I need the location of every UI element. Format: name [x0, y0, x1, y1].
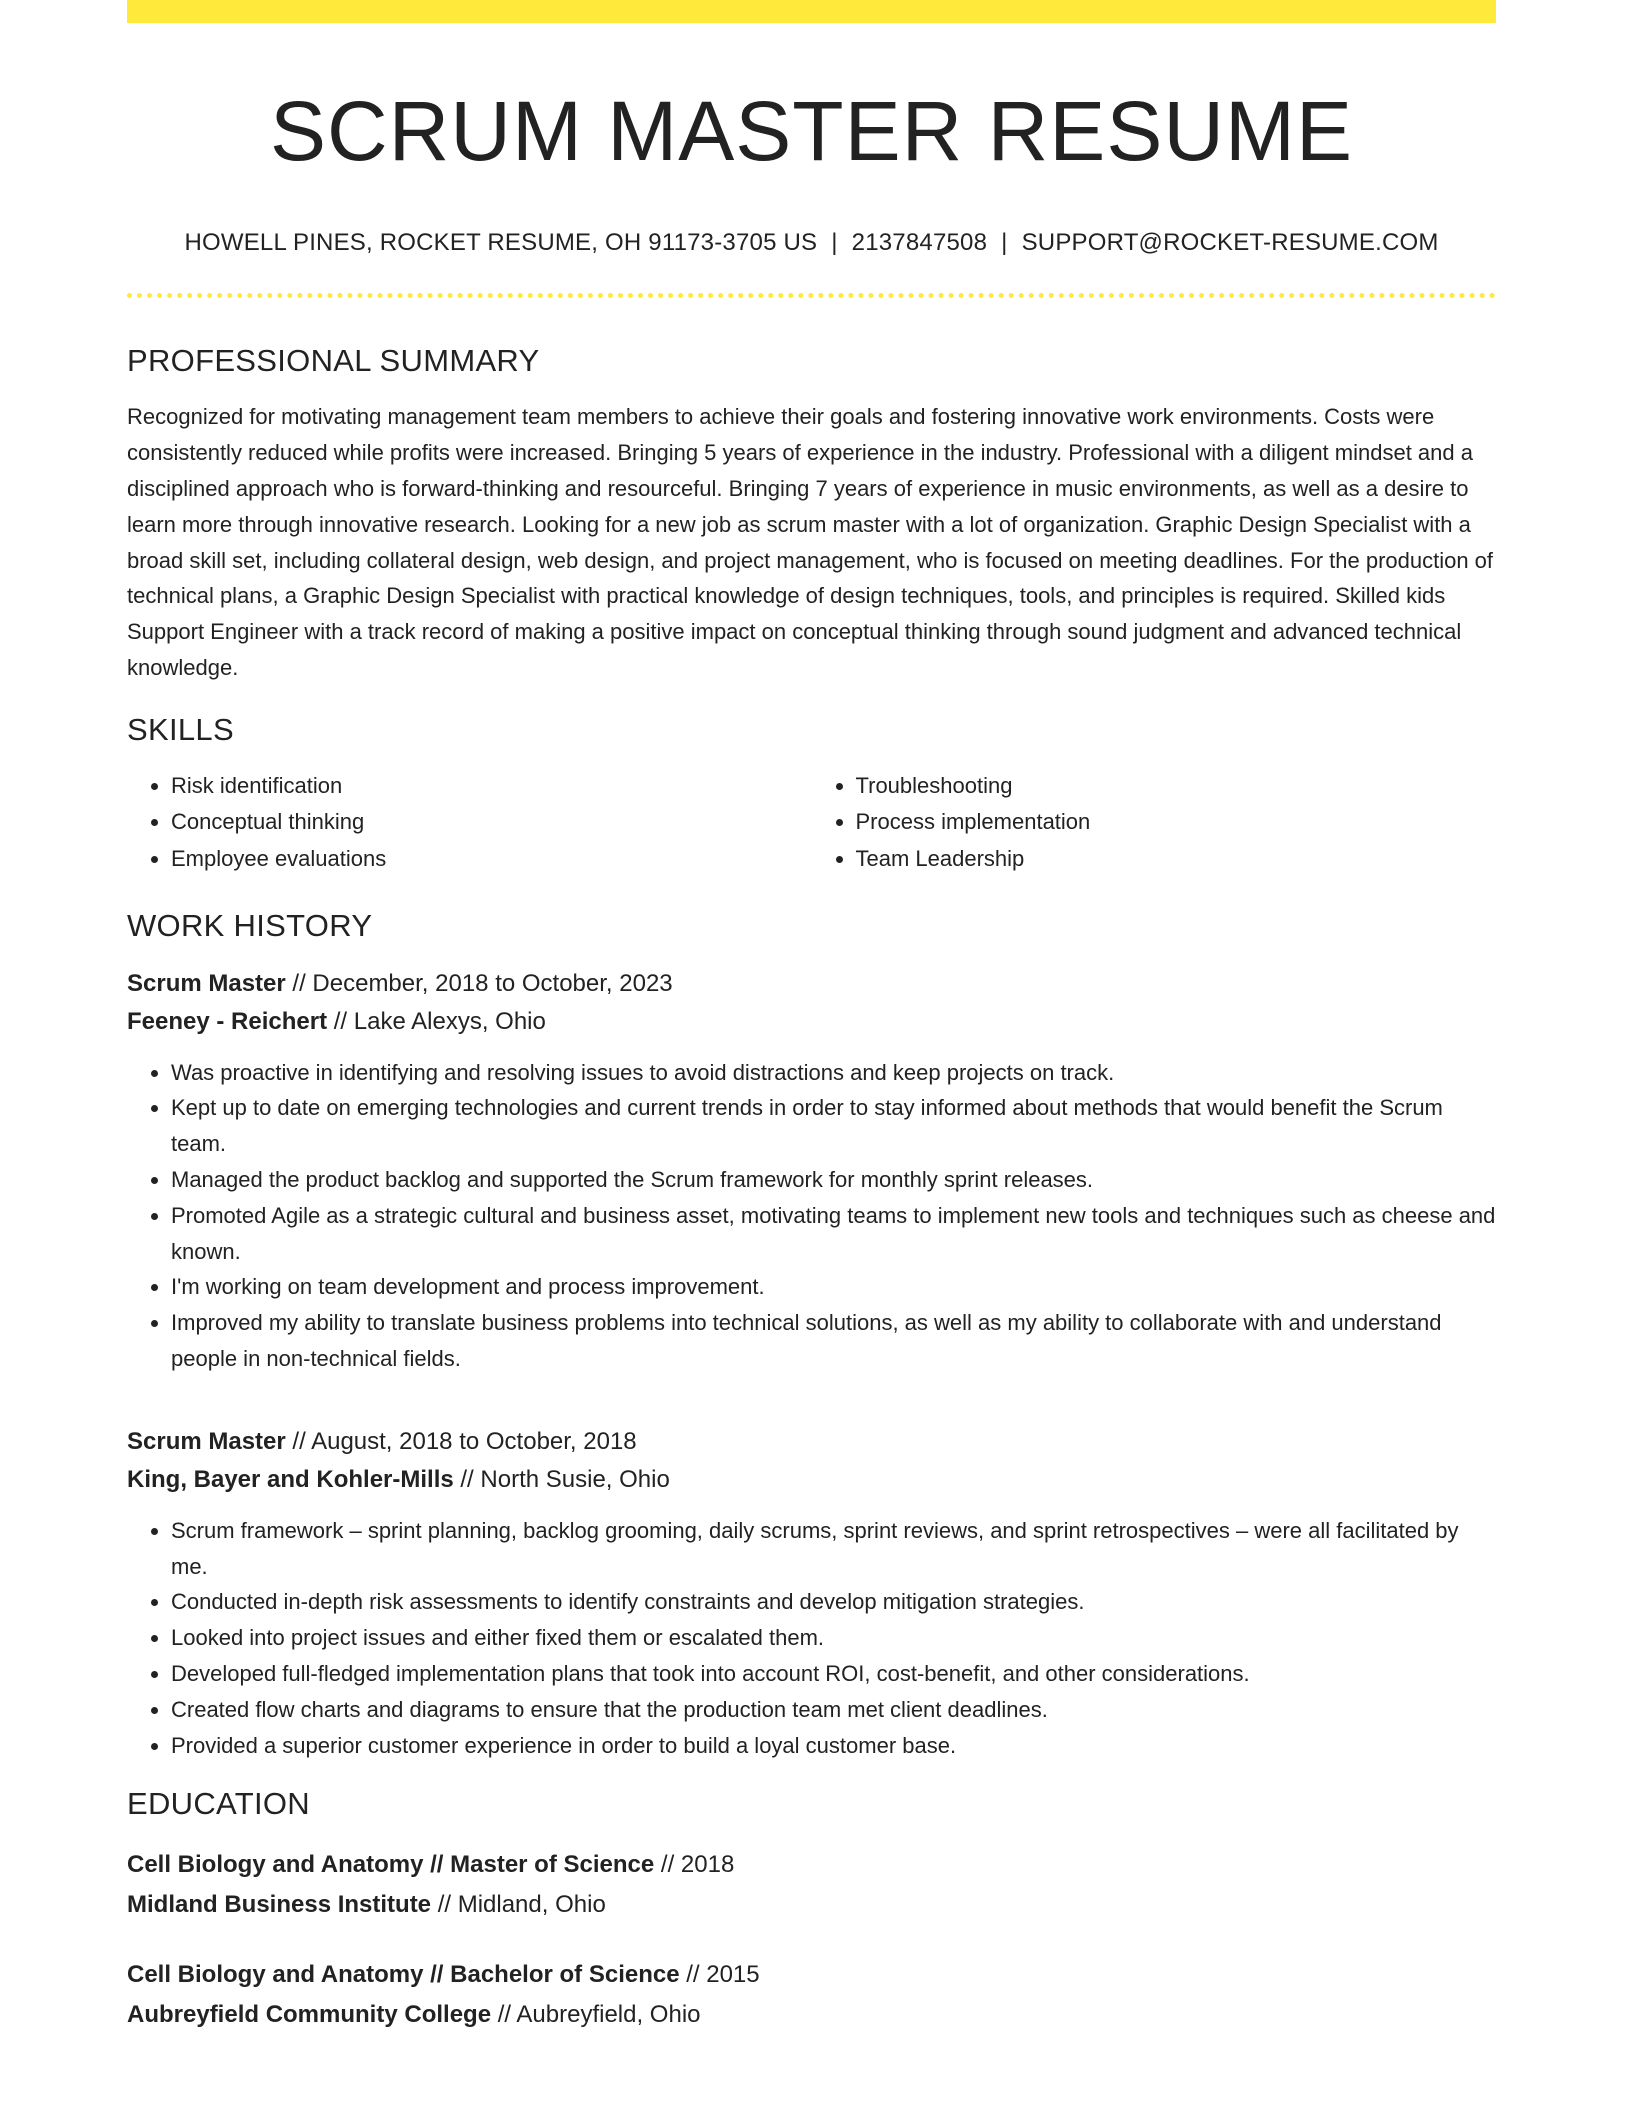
job-role: Scrum Master: [127, 1427, 286, 1455]
education-year: // 2015: [686, 1960, 760, 1988]
skills-list: [127, 768, 1496, 878]
job-bullet: • Provided a superior customer experience in order to build a loyal customer base.: [171, 1728, 1496, 1764]
education-location: // Aubreyfield, Ohio: [497, 2000, 701, 2028]
skill-item: • Process implementation: [856, 804, 1497, 841]
job-dates: // August, 2018 to October, 2018: [292, 1427, 637, 1455]
education-entry: [127, 1845, 1496, 1925]
job-company-line: [127, 1461, 1496, 1499]
job-bullet: • I'm working on team development and process improvement.: [171, 1269, 1496, 1305]
job-bullet: • Developed full-fledged implementation plans that took into account ROI, cost-benefit, and other considerations.: [171, 1656, 1496, 1692]
job-location: // Lake Alexys, Ohio: [333, 1007, 546, 1035]
summary-heading: PROFESSIONAL SUMMARY: [127, 343, 540, 379]
education-school: Midland Business Institute: [127, 1890, 432, 1918]
resume-title: SCRUM MASTER RESUME: [269, 84, 1354, 178]
resume-page: [127, 0, 1496, 2035]
job-company: King, Bayer and Kohler-Mills: [127, 1465, 454, 1493]
dotted-divider: [127, 293, 1496, 298]
contact-email: SUPPORT@ROCKET-RESUME.COM: [1021, 229, 1439, 257]
contact-separator: |: [1001, 229, 1008, 257]
skill-item: • Risk identification: [171, 768, 812, 805]
job-bullet-list: [127, 1055, 1496, 1377]
job-role: Scrum Master: [127, 969, 286, 997]
skill-item: • Team Leadership: [856, 841, 1497, 878]
skills-column-left: [127, 768, 812, 878]
education-location: // Midland, Ohio: [437, 1890, 606, 1918]
education-school-line: [127, 1995, 1496, 2035]
job-bullet: • Looked into project issues and either fixed them or escalated them.: [171, 1620, 1496, 1656]
education-school: Aubreyfield Community College: [127, 2000, 492, 2028]
job-bullet: • Improved my ability to translate business problems into technical solutions, as well as my ability to collaborate with and understand people in non-technical fields.: [171, 1305, 1496, 1377]
skill-item: • Troubleshooting: [856, 768, 1497, 805]
job-bullet: • Kept up to date on emerging technologies and current trends in order to stay informed about methods that would benefit the Scrum team.: [171, 1090, 1496, 1162]
education-entry: [127, 1955, 1496, 2035]
job-bullet: • Was proactive in identifying and resolving issues to avoid distractions and keep projects on track.: [171, 1055, 1496, 1091]
skill-item: • Employee evaluations: [171, 841, 812, 878]
contact-phone: 2137847508: [851, 229, 988, 257]
education-degree: Cell Biology and Anatomy // Master of Science: [127, 1850, 655, 1878]
job-bullet: • Scrum framework – sprint planning, backlog grooming, daily scrums, sprint reviews, and sprint retrospectives – were all facilitated by me.: [171, 1513, 1496, 1585]
summary-text: Recognized for motivating management team members to achieve their goals and fostering innovative work environments. Costs were consistently reduced while profits were increased. Bringing 5 years of experience in the industry. Professional with a diligent mindset and a disciplined approach who is forward-thinking and resourceful. Bringing 7 years of experience in music environments, as well as a desire to learn more through innovative research. Looking for a new job as scrum master with a lot of organization. Graphic Design Specialist with a broad skill set, including collateral design, web design, and project management, who is focused on meeting deadlines. For the production of technical plans, a Graphic Design Specialist with practical knowledge of design techniques, tools, and principles is required. Skilled kids Support Engineer with a track record of making a positive impact on conceptual thinking through sound judgment and advanced technical knowledge.: [127, 404, 1494, 680]
work-history-heading: WORK HISTORY: [127, 908, 373, 944]
job-company: Feeney - Reichert: [127, 1007, 328, 1035]
contact-separator: |: [831, 229, 838, 257]
education-degree: Cell Biology and Anatomy // Bachelor of Science: [127, 1960, 680, 1988]
job-dates: // December, 2018 to October, 2023: [292, 969, 673, 997]
job-role-line: [127, 965, 1496, 1003]
job-bullet-list: [127, 1513, 1496, 1764]
skills-heading: SKILLS: [127, 711, 234, 747]
job-header: [127, 1423, 1496, 1499]
job-location: // North Susie, Ohio: [460, 1465, 670, 1493]
contact-address: HOWELL PINES, ROCKET RESUME, OH 91173-3705 US: [184, 229, 818, 257]
job-header: [127, 965, 1496, 1041]
job-role-line: [127, 1423, 1496, 1461]
education-heading: EDUCATION: [127, 1786, 310, 1822]
skill-item: • Conceptual thinking: [171, 804, 812, 841]
job-bullet: • Managed the product backlog and supported the Scrum framework for monthly sprint releases.: [171, 1162, 1496, 1198]
contact-line: [127, 229, 1496, 258]
skills-column-right: [812, 768, 1497, 878]
job-company-line: [127, 1003, 1496, 1041]
education-school-line: [127, 1885, 1496, 1925]
education-year: // 2018: [660, 1850, 735, 1878]
education-degree-line: [127, 1955, 1496, 1995]
education-degree-line: [127, 1845, 1496, 1885]
top-accent-bar: [127, 0, 1496, 23]
job-bullet: • Conducted in-depth risk assessments to identify constraints and develop mitigation strategies.: [171, 1584, 1496, 1620]
job-bullet: • Promoted Agile as a strategic cultural and business asset, motivating teams to implement new tools and techniques such as cheese and known.: [171, 1198, 1496, 1270]
job-bullet: • Created flow charts and diagrams to ensure that the production team met client deadlines.: [171, 1692, 1496, 1728]
